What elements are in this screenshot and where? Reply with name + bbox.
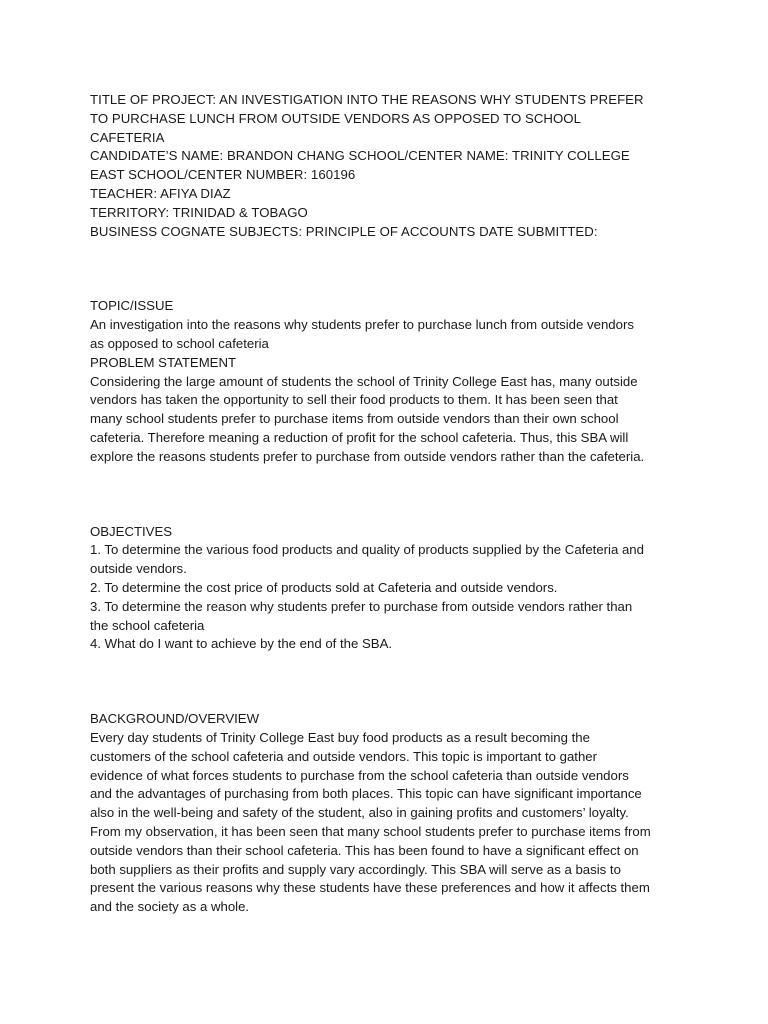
paragraph-line: vendors has taken the opportunity to sell their food products to them. It has been seen that (90, 392, 618, 408)
paragraph-line: and the society as a whole. (90, 899, 250, 915)
paragraph-line: cafeteria. Therefore meaning a reduction of profit for the school cafeteria. Thus, this SBA will (90, 429, 629, 445)
paragraph-line: explore the reasons students prefer to purchase from outside vendors rather than the cafeteria. (90, 448, 645, 464)
header-line-title-3: CAFETERIA (90, 129, 165, 145)
paragraph-line: also in the well-being and safety of the student, also in gaining profits and customers’ loyalty. (90, 805, 629, 821)
document-page (90, 91, 690, 917)
header-line-candidate: CANDIDATE’S NAME: BRANDON CHANG SCHOOL/CENTER NAME: TRINITY COLLEGE (90, 148, 630, 164)
section-heading-problem: PROBLEM STATEMENT (90, 354, 237, 370)
paragraph-line: and the advantages of purchasing from both places. This topic can have significant importance (90, 786, 642, 802)
section-heading-objectives: OBJECTIVES (90, 523, 173, 539)
header-line-subjects: BUSINESS COGNATE SUBJECTS: PRINCIPLE OF ACCOUNTS DATE SUBMITTED: (90, 223, 598, 239)
list-item: 3. To determine the reason why students prefer to purchase from outside vendors rather than (90, 598, 633, 614)
header-line-title-2: TO PURCHASE LUNCH FROM OUTSIDE VENDORS AS OPPOSED TO SCHOOL (90, 110, 581, 126)
header-line-center-number: EAST SCHOOL/CENTER NUMBER: 160196 (90, 167, 356, 183)
section-heading-background: BACKGROUND/OVERVIEW (90, 711, 260, 727)
spacer (90, 467, 690, 523)
objectives-section (90, 523, 690, 655)
paragraph-line: both suppliers as their profits and supply vary accordingly. This SBA will serve as a basis to (90, 861, 621, 877)
list-item: the school cafeteria (90, 617, 205, 633)
spacer (90, 241, 690, 297)
spacer (90, 654, 690, 710)
paragraph-line: many school students prefer to purchase items from outside vendors than their own school (90, 411, 619, 427)
problem-section (90, 354, 690, 467)
paragraph-line: outside vendors than their school cafeteria. This has been found to have a significant effect on (90, 842, 639, 858)
section-heading-topic: TOPIC/ISSUE (90, 298, 174, 314)
list-item: 4. What do I want to achieve by the end of the SBA. (90, 636, 393, 652)
background-section (90, 710, 690, 917)
list-item: outside vendors. (90, 561, 187, 577)
paragraph-line: An investigation into the reasons why students prefer to purchase lunch from outside vendors (90, 317, 634, 333)
paragraph-line: customers of the school cafeteria and outside vendors. This topic is important to gather (90, 748, 598, 764)
project-header (90, 91, 690, 241)
paragraph-line: Every day students of Trinity College East buy food products as a result becoming the (90, 729, 590, 745)
paragraph-line: present the various reasons why these students have these preferences and how it affects them (90, 880, 650, 896)
list-item: 2. To determine the cost price of products sold at Cafeteria and outside vendors. (90, 579, 558, 595)
header-line-title-1: TITLE OF PROJECT: AN INVESTIGATION INTO THE REASONS WHY STUDENTS PREFER (90, 92, 644, 107)
paragraph-line: From my observation, it has been seen that many school students prefer to purchase items from (90, 823, 651, 839)
paragraph-line: Considering the large amount of students the school of Trinity College East has, many outside (90, 373, 638, 389)
paragraph-line: as opposed to school cafeteria (90, 335, 269, 351)
topic-section (90, 297, 690, 353)
header-line-teacher: TEACHER: AFIYA DIAZ (90, 185, 231, 201)
paragraph-line: evidence of what forces students to purchase from the school cafeteria than outside vendors (90, 767, 629, 783)
header-line-territory: TERRITORY: TRINIDAD & TOBAGO (90, 204, 308, 220)
list-item: 1. To determine the various food products and quality of products supplied by the Cafeteria and (90, 542, 644, 558)
